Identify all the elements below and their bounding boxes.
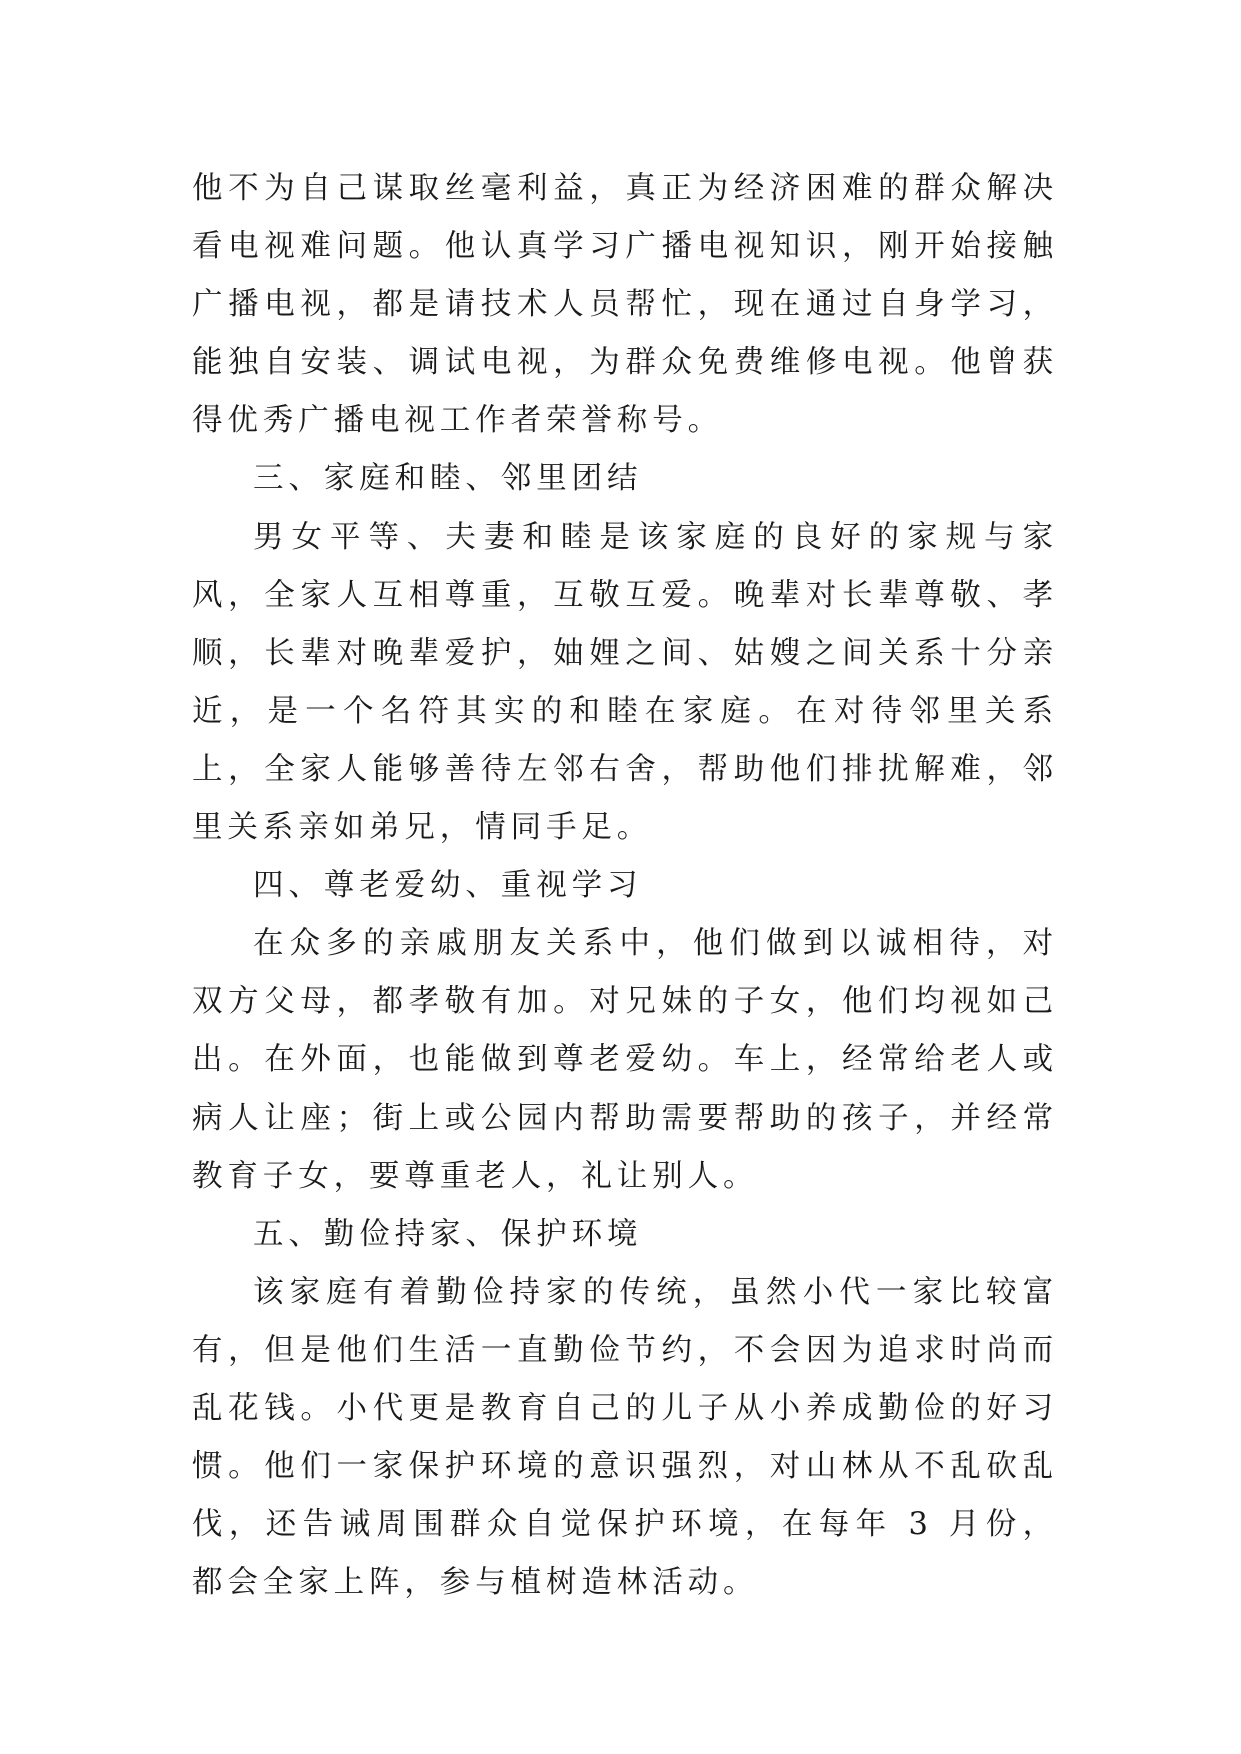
document-page — [192, 160, 1058, 1612]
paragraph-respect-elders: 在众多的亲戚朋友关系中，他们做到以诚相待，对双方父母，都孝敬有加。对兄妹的子女，他们均视如己出。在外面，也能做到尊老爱幼。车上，经常给老人或病人让座；街上或公园内帮助需要帮助的孩子，并经常教育子女，要尊重老人，礼让别人。 — [192, 926, 1058, 1194]
section-heading-4: 四、尊老爱幼、重视学习 — [253, 868, 643, 904]
paragraph-family-harmony: 男女平等、夫妻和睦是该家庭的良好的家规与家风，全家人互相尊重，互敬互爱。晚辈对长辈尊敬、孝顺，长辈对晚辈爱护，妯娌之间、姑嫂之间关系十分亲近，是一个名符其实的和睦在家庭。在对待邻里关系上，全家人能够善待左邻右舍，帮助他们排扰解难，邻里关系亲如弟兄，情同手足。 — [192, 519, 1058, 846]
paragraph-thrift-environment: 该家庭有着勤俭持家的传统，虽然小代一家比较富有，但是他们生活一直勤俭节约，不会因为追求时尚而乱花钱。小代更是教育自己的儿子从小养成勤俭的好习惯。他们一家保护环境的意识强烈，对山林从不乱砍乱伐，还告诫周围群众自觉保护环境，在每年 3 月份，都会全家上阵，参与植树造林活动。 — [192, 1274, 1058, 1601]
paragraph-continuation: 他不为自己谋取丝毫利益，真正为经济困难的群众解决看电视难问题。他认真学习广播电视知识，刚开始接触广播电视，都是请技术人员帮忙，现在通过自身学习，能独自安装、调试电视，为群众免费维修电视。他曾获得优秀广播电视工作者荣誉称号。 — [192, 171, 1058, 439]
section-heading-3: 三、家庭和睦、邻里团结 — [253, 461, 643, 497]
section-heading-5: 五、勤俭持家、保护环境 — [253, 1216, 643, 1252]
